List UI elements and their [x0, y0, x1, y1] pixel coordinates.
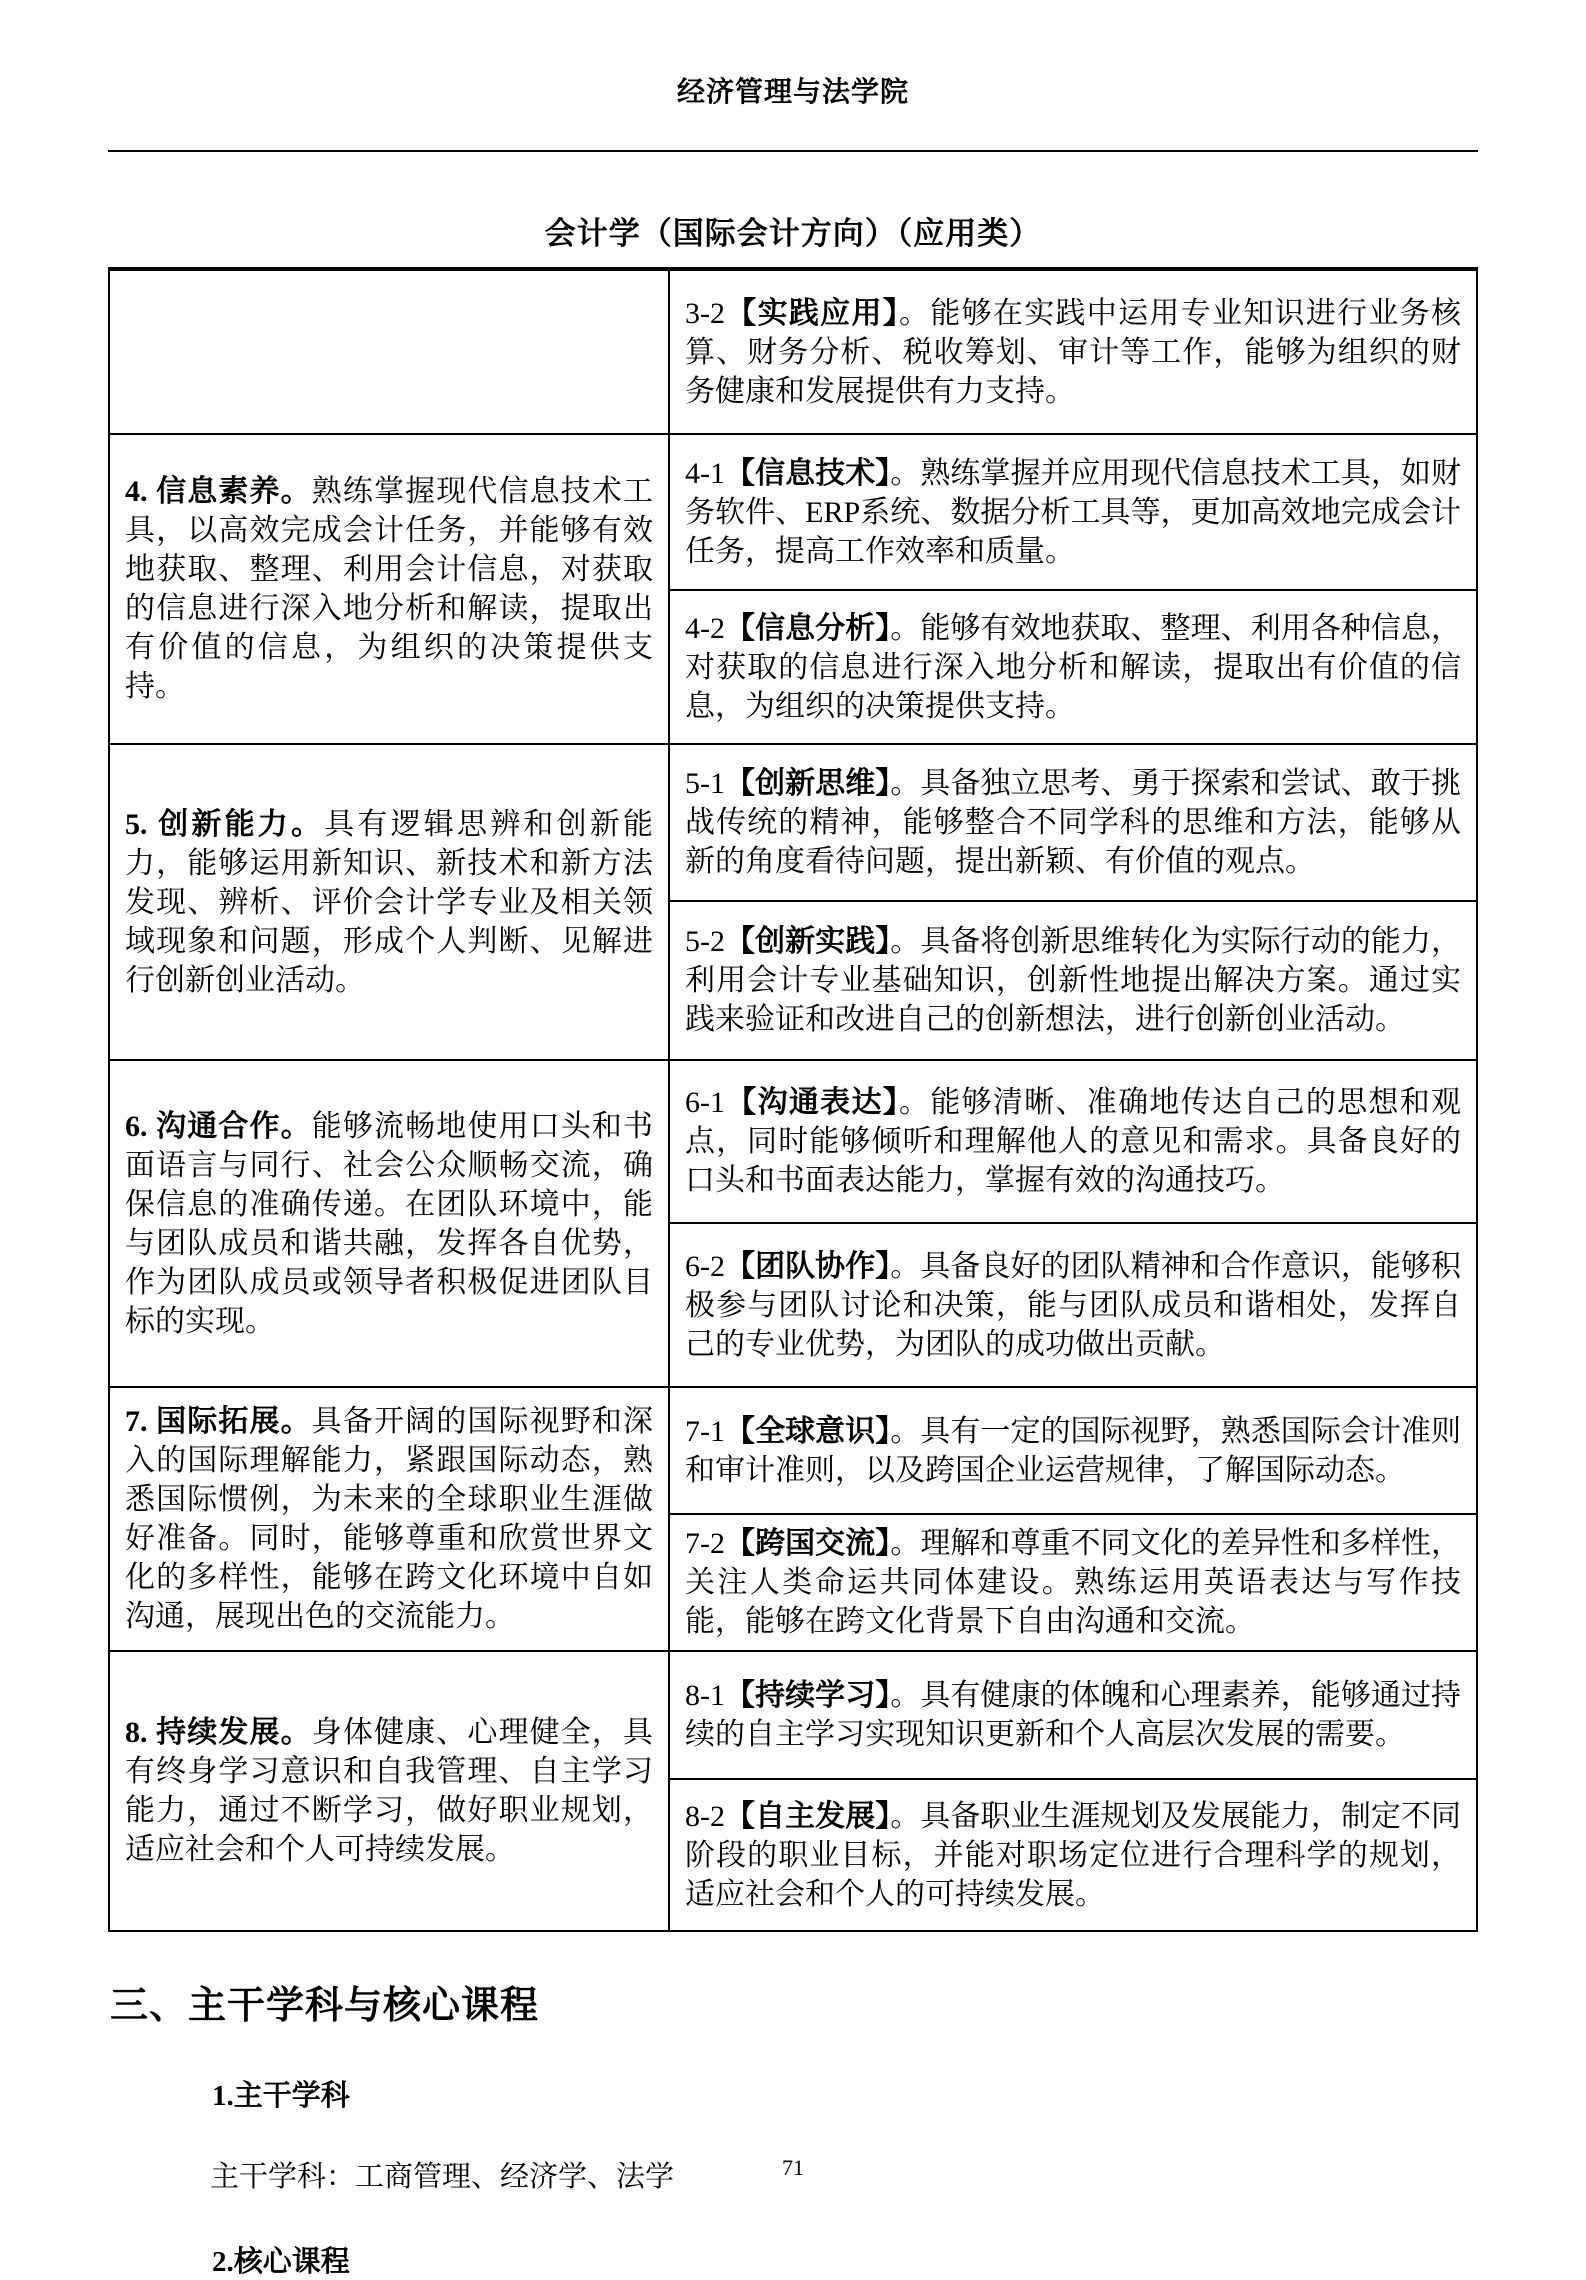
outcome-left-cell [109, 269, 669, 434]
outcome-left-cell [109, 744, 669, 1060]
outcome-body: 。具有健康的体魄和心理素养，能够通过持续的自主学习实现知识更新和个人高层次发展的需要。 [685, 1679, 1462, 1751]
outcome-term: 【沟通表达】 [725, 1086, 900, 1119]
outcome-body: 。能够清晰、准确地传达自己的思想和观点，同时能够倾听和理解他人的意见和需求。具备良好的口头和书面表达能力，掌握有效的沟通技巧。 [685, 1086, 1462, 1197]
outcome-left-cell [109, 434, 669, 744]
outcome-group-desc: 熟练掌握现代信息技术工具，以高效完成会计任务，并能够有效地获取、整理、利用会计信息，对获取的信息进行深入地分析和解读，提取出有价值的信息，为组织的决策提供支持。 [125, 475, 653, 703]
outcome-cell [669, 1651, 1477, 1779]
program-title: 会计学（国际会计方向）（应用类） [544, 216, 1042, 251]
outcome-id: 3-2 [685, 296, 725, 330]
outcome-cell [669, 1514, 1477, 1651]
outcome-term: 【全球意识】 [725, 1414, 891, 1448]
outcome-group-desc: 能够流畅地使用口头和书面语言与同行、社会公众顺畅交流，确保信息的准确传递。在团队环境中，能与团队成员和谐共融，发挥各自优势，作为团队成员或领导者积极促进团队目标的实现。 [125, 1109, 653, 1338]
table-row [109, 1387, 1477, 1514]
outcome-body: 。具备将创新思维转化为实际行动的能力，利用会计专业基础知识，创新性地提出解决方案。通过实践来验证和改进自己的创新想法，进行创新创业活动。 [685, 925, 1462, 1036]
outcome-term: 【持续学习】 [725, 1679, 891, 1712]
outcome-id: 6-1 [685, 1086, 725, 1119]
requirements-table [108, 267, 1478, 1932]
outcome-group-title: 5. 创新能力。 [125, 807, 325, 841]
header-rule [108, 150, 1478, 152]
table-row [109, 1060, 1477, 1223]
outcome-term: 【自主发展】 [725, 1799, 891, 1833]
outcome-group-desc: 具备开阔的国际视野和深入的国际理解能力，紧跟国际动态，熟悉国际惯例，为未来的全球职业生涯做好准备。同时，能够尊重和欣赏世界文化的多样性，能够在跨文化环境中自如沟通，展现出色的交流能力。 [125, 1405, 653, 1633]
outcome-term: 【实践应用】 [725, 296, 900, 330]
outcome-cell [669, 1060, 1477, 1223]
outcome-group-title: 6. 沟通合作。 [125, 1109, 312, 1143]
section-heading: 三、主干学科与核心课程 [110, 1985, 540, 2027]
outcome-group-title: 4. 信息素养。 [125, 475, 312, 508]
outcome-cell [669, 590, 1477, 744]
outcome-term: 【创新思维】 [725, 767, 891, 800]
outcome-cell [669, 1223, 1477, 1387]
outcome-term: 【信息分析】 [725, 611, 891, 645]
outcome-body: 。具备良好的团队精神和合作意识，能够积极参与团队讨论和决策，能与团队成员和谐相处，发挥自己的专业优势，为团队的成功做出贡献。 [685, 1249, 1462, 1361]
page-number: 71 [782, 2155, 804, 2180]
table-row [109, 434, 1477, 590]
outcome-group-desc: 具有逻辑思辨和创新能力，能够运用新知识、新技术和新方法发现、辨析、评价会计学专业及相关领域现象和问题，形成个人判断、见解进行创新创业活动。 [125, 807, 654, 997]
college-name: 经济管理与法学院 [676, 76, 909, 107]
outcome-cell [669, 1387, 1477, 1514]
outcome-body: 。熟练掌握并应用现代信息技术工具，如财务软件、ERP系统、数据分析工具等，更加高效地完成会计任务，提高工作效率和质量。 [685, 456, 1462, 568]
outcome-group-desc: 身体健康、心理健全，具有终身学习意识和自我管理、自主学习能力，通过不断学习，做好职业规划，适应社会和个人可持续发展。 [125, 1716, 653, 1866]
subsection-1-title: 1.主干学科 [212, 2080, 350, 2112]
major-disciplines-line: 主干学科：工商管理、经济学、法学 [210, 2161, 675, 2193]
outcome-cell [669, 434, 1477, 590]
outcome-body: 。具备职业生涯规划及发展能力，制定不同阶段的职业目标，并能对职场定位进行合理科学的规划，适应社会和个人的可持续发展。 [685, 1799, 1462, 1911]
outcome-body: 。具有一定的国际视野，熟悉国际会计准则和审计准则，以及跨国企业运营规律，了解国际动态。 [685, 1414, 1462, 1487]
outcome-body: 。具备独立思考、勇于探索和尝试、敢于挑战传统的精神，能够整合不同学科的思维和方法，能够从新的角度看待问题，提出新颖、有价值的观点。 [685, 767, 1462, 878]
outcome-id: 5-1 [685, 767, 725, 800]
outcome-term: 【跨国交流】 [725, 1527, 891, 1560]
outcome-term: 【创新实践】 [725, 925, 891, 958]
outcome-id: 4-2 [685, 611, 725, 645]
table-row [109, 1651, 1477, 1779]
outcome-group-title: 8. 持续发展。 [125, 1716, 312, 1749]
table-row [109, 744, 1477, 901]
outcome-cell [669, 744, 1477, 901]
outcome-id: 8-2 [685, 1799, 725, 1833]
outcome-group-title: 7. 国际拓展。 [125, 1405, 312, 1438]
outcome-left-cell [109, 1651, 669, 1931]
outcome-term: 【信息技术】 [725, 456, 891, 490]
outcome-id: 7-1 [685, 1414, 725, 1448]
outcome-id: 4-1 [685, 456, 725, 490]
outcome-term: 【团队协作】 [725, 1249, 891, 1283]
outcome-left-cell [109, 1060, 669, 1387]
outcome-cell [669, 1779, 1477, 1931]
outcome-body: 。能够在实践中运用专业知识进行业务核算、财务分析、税收筹划、审计等工作，能够为组织的财务健康和发展提供有力支持。 [685, 296, 1462, 408]
outcome-cell [669, 269, 1477, 434]
outcome-id: 8-1 [685, 1679, 725, 1712]
table-row [109, 269, 1477, 434]
outcome-body: 。能够有效地获取、整理、利用各种信息，对获取的信息进行深入地分析和解读，提取出有价值的信息，为组织的决策提供支持。 [685, 611, 1462, 723]
outcome-left-cell [109, 1387, 669, 1651]
outcome-id: 6-2 [685, 1249, 725, 1283]
outcome-cell [669, 901, 1477, 1060]
subsection-2-title: 2.核心课程 [212, 2246, 350, 2278]
outcome-id: 7-2 [685, 1527, 725, 1560]
outcome-id: 5-2 [685, 925, 725, 958]
outcome-body: 。理解和尊重不同文化的差异性和多样性，关注人类命运共同体建设。熟练运用英语表达与写作技能，能够在跨文化背景下自由沟通和交流。 [685, 1527, 1462, 1638]
